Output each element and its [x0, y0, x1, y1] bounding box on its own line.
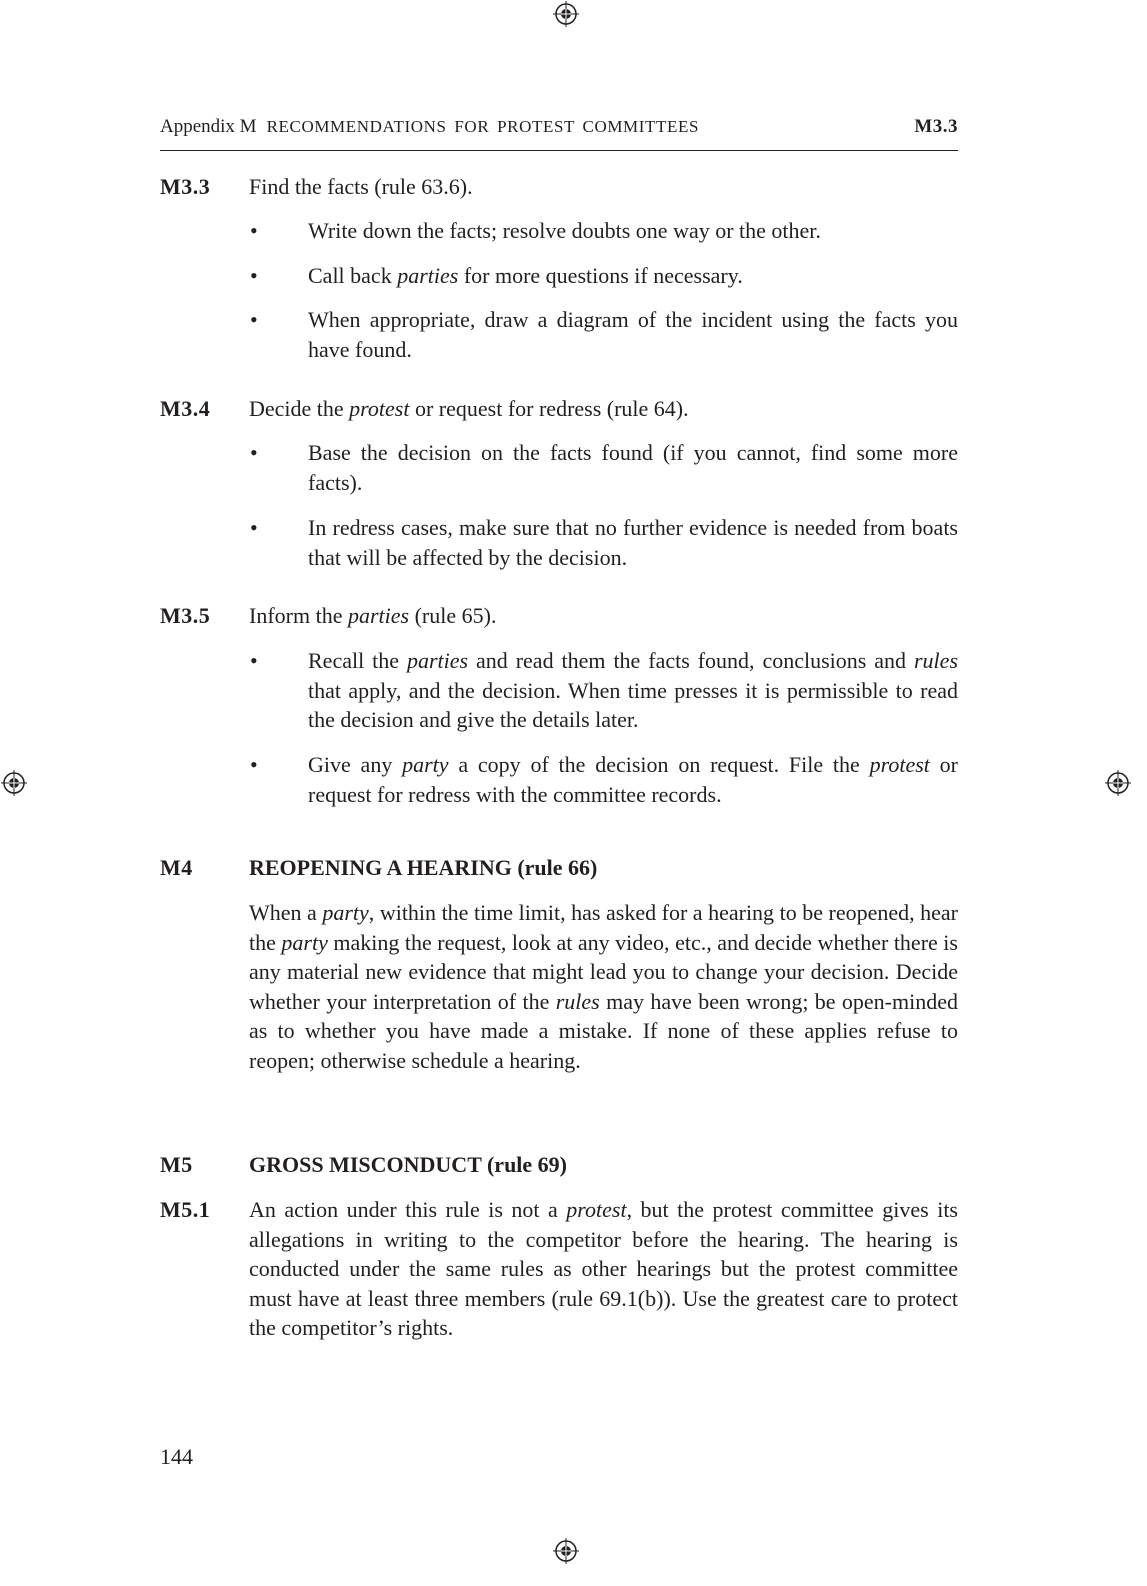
- text-run: Give any: [308, 752, 403, 777]
- bullet-icon: •: [250, 307, 258, 332]
- text-run: or request for redress (rule 64).: [409, 396, 689, 421]
- paragraph-text: [249, 394, 958, 424]
- bullet-icon: •: [250, 440, 258, 465]
- text-run: When a: [249, 900, 323, 925]
- registration-mark-icon: [1, 770, 27, 796]
- text-run: Inform the: [249, 603, 348, 628]
- defined-term: party: [281, 929, 328, 955]
- header-title: RECOMMENDATIONS FOR PROTEST COMMITTEES: [266, 117, 700, 136]
- text-run: (rule 65).: [409, 603, 497, 628]
- paragraph-text: [308, 261, 958, 291]
- text-run: Call back: [308, 263, 398, 288]
- section-number: M4: [160, 855, 193, 880]
- section-number: M3.4: [160, 396, 211, 421]
- text-run: Write down the facts; resolve doubts one way or the other.: [308, 218, 821, 243]
- page-number: 144: [160, 1444, 193, 1469]
- text-run: GROSS MISCONDUCT (rule 69): [249, 1152, 568, 1177]
- text-run: that apply, and the decision. When time presses it is permissible to read the decision and give the details later.: [308, 677, 958, 733]
- text-run: An action under this rule is not a: [249, 1197, 567, 1222]
- paragraph-text: [249, 601, 958, 631]
- paragraph-text: [308, 750, 958, 809]
- paragraph-text: [308, 646, 958, 735]
- defined-term: protest: [869, 752, 930, 777]
- bullet-icon: •: [250, 515, 258, 540]
- text-run: Recall the: [308, 648, 407, 673]
- bullet-item: [250, 438, 958, 497]
- paragraph-text: [249, 1195, 958, 1343]
- paragraph-text: [308, 216, 958, 246]
- text-run: , but the protest committee gives its allegations in writing to the competitor before the hearing. The hearing is conducted under the same rules as other hearings but the protest committee must have at least three members (rule 69.1(b)). Use the greatest care to protect the competitor’s rights.: [249, 1197, 958, 1341]
- registration-mark-icon: [553, 1538, 579, 1564]
- section-number: M5: [160, 1152, 193, 1177]
- paragraph-text: [249, 172, 958, 202]
- section-heading: [160, 1150, 958, 1180]
- numbered-paragraph: [160, 172, 958, 202]
- bullet-item: [250, 513, 958, 572]
- bullet-item: [250, 305, 958, 364]
- registration-mark-icon: [553, 1, 579, 27]
- defined-term: party: [402, 752, 449, 777]
- section-number: M3.3: [160, 174, 211, 199]
- text-run: REOPENING A HEARING (rule 66): [249, 855, 598, 880]
- text-run: may have been wrong; be open-minded as to whether you have made a mistake. If none of these applies refuse to reopen; otherwise schedule a hearing.: [249, 988, 958, 1073]
- paragraph-text: [249, 1150, 958, 1180]
- section-heading: [160, 853, 958, 883]
- running-header: [160, 114, 958, 151]
- paragraph: [160, 898, 958, 1076]
- header-left: [160, 116, 699, 138]
- numbered-paragraph: [160, 394, 958, 424]
- text-run: and read them the facts found, conclusions and: [468, 648, 914, 673]
- defined-term: protest: [566, 1197, 627, 1222]
- bullet-item: [250, 216, 958, 246]
- numbered-paragraph: [160, 601, 958, 631]
- header-appendix: Appendix M: [160, 116, 257, 137]
- paragraph-text: [308, 513, 958, 572]
- paragraph-text: [308, 305, 958, 364]
- registration-mark-icon: [1105, 770, 1131, 796]
- defined-term: rules: [555, 988, 600, 1014]
- defined-term: protest: [349, 396, 410, 421]
- defined-term: parties: [347, 603, 410, 628]
- text-run: , within the time limit, has asked for a hearing to be reopened, hear the: [249, 900, 959, 955]
- bullet-item: [250, 261, 958, 291]
- defined-term: party: [322, 900, 369, 925]
- bullet-item: [250, 750, 958, 809]
- text-run: Find the facts (rule 63.6).: [249, 174, 473, 199]
- bullet-icon: •: [250, 648, 258, 673]
- text-run: or request for redress with the committee records.: [308, 752, 959, 807]
- paragraph-text: [249, 853, 958, 883]
- bullet-icon: •: [250, 263, 258, 288]
- bullet-item: [250, 646, 958, 735]
- paragraph-text: [249, 898, 958, 1076]
- text-run: a copy of the decision on request. File the: [448, 752, 870, 777]
- paragraph-text: [308, 438, 958, 497]
- section-number: M5.1: [160, 1197, 211, 1222]
- defined-term: rules: [914, 648, 958, 673]
- defined-term: parties: [397, 263, 459, 288]
- bullet-icon: •: [250, 752, 258, 777]
- header-section: M3.3: [914, 116, 958, 137]
- text-run: for more questions if necessary.: [458, 263, 743, 288]
- bullet-icon: •: [250, 218, 258, 243]
- text-run: Decide the: [249, 396, 350, 421]
- text-run: When appropriate, draw a diagram of the incident using the facts you have found.: [308, 307, 958, 362]
- numbered-paragraph: [160, 1195, 958, 1343]
- defined-term: parties: [406, 648, 469, 673]
- section-number: M3.5: [160, 603, 211, 628]
- text-run: In redress cases, make sure that no further evidence is needed from boats that will be affected by the decision.: [308, 515, 958, 570]
- text-run: making the request, look at any video, etc., and decide whether there is any material new evidence that might lead you to change your decision. Decide whether your interpretation of the: [249, 929, 958, 1014]
- text-run: Base the decision on the facts found (if you cannot, find some more facts).: [308, 440, 958, 495]
